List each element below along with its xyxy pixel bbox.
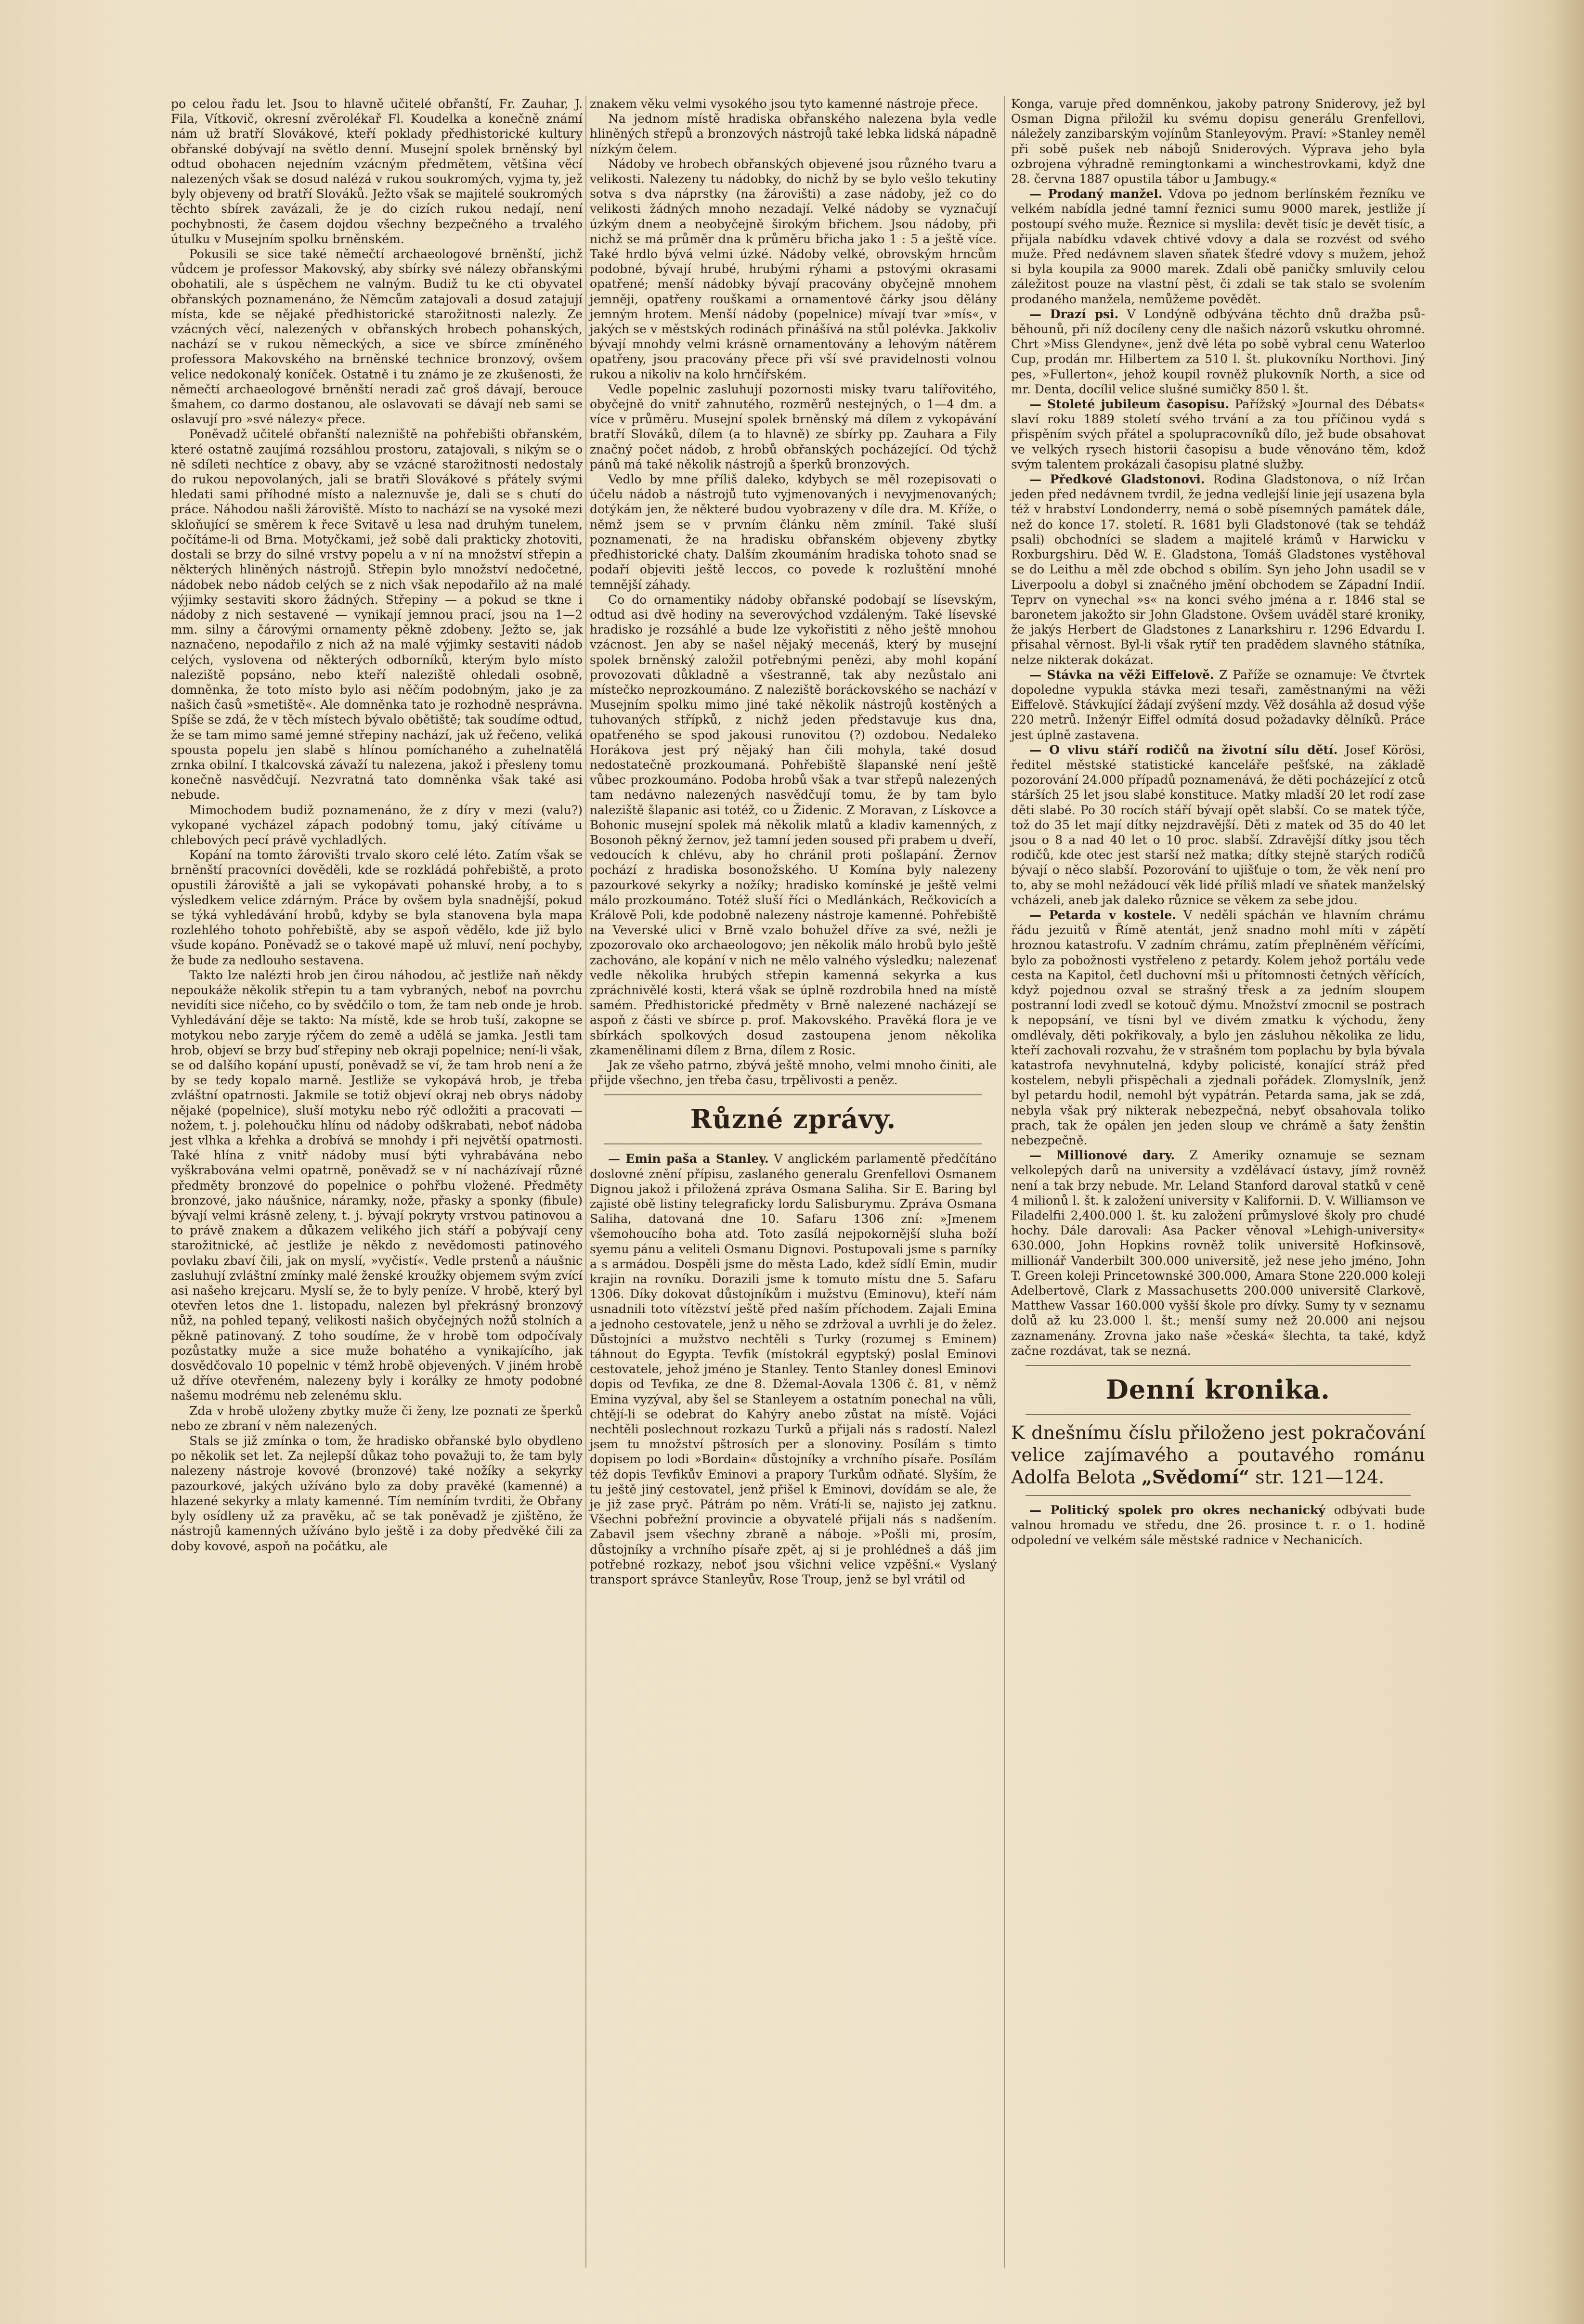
section-title-denni-kronika: Denní kronika. xyxy=(1106,1374,1330,1405)
article-paragraph: znakem věku velmi vysokého jsou tyto kamenné nástroje přece. xyxy=(590,97,978,111)
news-item-head: Emin paša a Stanley. xyxy=(625,1152,769,1166)
news-item xyxy=(1011,307,1425,397)
section-divider xyxy=(604,1094,982,1095)
article-paragraph: Jak ze všeho patrno, zbývá ještě mnoho, velmi mnoho činiti, ale přijde všechno, jen třeba času, trpělivosti a peněz. xyxy=(590,1058,997,1088)
bullet-mark: — xyxy=(1029,1503,1051,1518)
news-item-text: Konga, varuje před domněnkou, jakoby patrony Sniderovy, jež byl Osman Digna přiložil ku svému dopisu generálu Grenfellovi, náležely zanzibarským vojínům Stanleyovým. Praví: »Stanley neměl při sobě pušek neb nábojů Sniderových. Výprava jeho byla ozbrojena výhradně remingtonkami a winchestrovkami, když dne 28. června 1887 opustila tábor u Jambugy.« xyxy=(1011,97,1425,186)
bullet-mark: — xyxy=(1029,187,1048,201)
article-paragraph: Nádoby ve hrobech obřanských objevené jsou různého tvaru a velikosti. Nalezeny tu nádobky, do nichž by se bylo vešlo tekutiny sotva s dva náprstky (na žárovišti) a zase nádoby, jež co do velikosti žádných mnoho nezadají. Velké nádoby se vyznačují úzkým dnem a neobyčejně širokým břichem. Jsou nádoby, při nichž se má průměr dna k průměru břicha jako 1 : 5 a ještě více. Také hrdlo bývá velmi úzké. Nádoby velké, obrovským hrncům podobné, bývají hrubé, hrubými rýhami a pstovými okrasami opatřené; menší nádobky bývají pracovány obyčejně mnohem jemněji, opatřeny rouškami a ornamentové čárky jsou dělány jemným hrotem. Menší nádoby (popelnice) mívají tvar »mís«, v jakých se v městských rodinách přinášívá na stůl polévka. Jakkoliv bývají mnohdy velmi krásně ornamentovány a lehovým nátěrem opatřeny, jsou pracovány přece při vší své pravidelnosti volnou rukou a nikoliv na kolo hrnčířském. xyxy=(590,156,997,381)
news-item-text: Z Paříže se oznamuje: Ve čtvrtek dopoledne vypukla stávka mezi tesaři, zaměstnanými na věži Eiffelově. Stávkující žádají zvýšení mzdy. Věž dosáhla až dosud výše 220 metrů. Inženýr Eiffel odmítá dosud požadavky dělníků. Práce jest úplně zastavena. xyxy=(1011,667,1425,742)
bullet-mark: — xyxy=(1029,667,1047,682)
column-rule-1 xyxy=(585,96,586,2268)
column-rule-2 xyxy=(1004,96,1005,2268)
column-3 xyxy=(1011,96,1425,1548)
news-item-head: Stávka na věži Eiffelově. xyxy=(1047,667,1214,682)
news-item-head: Předkové Gladstonovi. xyxy=(1050,472,1205,487)
news-item xyxy=(1011,1503,1425,1548)
article-paragraph: Vedlo by mne příliš daleko, kdybych se měl rozepisovati o účelu nádob a nástrojů tuto vyjmenovaných i nevyjmenovaných; dotýkám jen, že některé budou vyobrazeny v díle dra. M. Kříže, o němž jsem se v prvním článku něm zmínil. Také sluší poznamenati, že na hradisku obřanském objeveny zbytky předhistorické chaty. Dalším zkoumáním hradiska tohoto snad se podaří objeviti ještě leccos, co povede k rozluštění mnohé temnější záhady. xyxy=(590,472,997,592)
novel-announcement xyxy=(1011,1422,1425,1488)
article-paragraph: Mimochodem budiž poznamenáno, že z díry v mezi (valu?) vykopané vycházel zápach podobný tomu, jaký cítíváme u chlebových pecí právě vychladlých. xyxy=(171,803,583,847)
news-item xyxy=(1011,667,1425,742)
article-paragraph: Poněvadž učitelé obřanští nalezniště na pohřebišti obřanském, které ostatně zaujímá rozsáhlou prostoru, zatajovali, s nikým se o ně sdíleti nechtíce z obavy, aby se vzácné starožitnosti nedostaly do rukou nepovolaných, jali se bratři Slovákové s přátely svými hledati sami příhodné místo a naleznuvše je, dali se s chutí do práce. Náhodou našli žároviště. Místo to nachází se na vysoké mezi skloňující se směrem k řece Svitavě u lesa nad druhým tunelem, počítáme-li od Brna. Motyčkami, jež sobě dali prakticky zhotoviti, dostali se brzy do silné vrstvy popelu a v ní na množství střepin a některých hliněných nástrojů. Střepin bylo množství nedočetné, nádobek nebo nádob celých se z nich však nepodařilo až na malé výjimky sestaviti skoro žádných. Střepiny — a pokud se tkne i nádoby z nich sestavené — vynikají jemnou prací, jsou na 1—2 mm. silny a čárovými ornamenty pěkně zdobeny. Ježto se, jak naznačeno, nepodařilo z nich až na malé výjimky sestaviti nádob celých, vyslovena od některých odborníků, kterým bylo místo naleziště popsáno, nebo kteří naleziště ohledali osobně, domněnka, že toto místo bylo asi něčím podobným, jako je za našich časů »smetiště«. Ale domněnka tato je rozhodně nesprávna. Spíše se zdá, že v těch místech bývalo obětiště; tak soudíme odtud, že se tam mimo samé jemné střepiny nachází, jak už řečeno, veliká spousta popelu jen slabě s hlínou pomíchaného a zuhelnatělá zrnka obilní. I tkalcovská závaží tu nalezena, jakož i přesleny tomu konečně nasvědčují. Nezvratná tato domněnka však také asi nebude. xyxy=(171,427,583,802)
news-item xyxy=(1011,186,1425,307)
announcement-pages: str. 121—124. xyxy=(1255,1467,1385,1488)
news-item-text: V anglickém parlamentě předčítáno doslovné znění přípisu, zaslaného generalu Grenfellovi Osmanem Dignou jakož i přiložená zpráva Osmana Saliha. Sir E. Baring byl zajisté obě listiny telegraficky lordu Salisburymu. Zpráva Osmana Saliha, datovaná dne 10. Safaru 1306 zní: »Jmenem všemohoucího boha atd. Toto zasílá nejpokornější sluha boží syemu pánu a veliteli Osmanu Dignovi. Postupovali jsme s parníky a s armádou. Dospěli jsme do města Lado, kdež sídlí Emin, mudir krajin na rovníku. Dorazili jsme k tomuto místu dne 5. Safaru 1306. Díky dokovat důstojníkům i mužstvu (Eminovu), kteří nám usnadnili toto vítězství ještě před naším příchodem. Zajali Emina a jednoho cestovatele, jenž u něho se zdržoval a uvrhli je do želez. Důstojníci a mužstvo nechtěli s Turky (rozumej s Eminem) táhnout do Egypta. Tevfik (místokrál egyptský) poslal Eminovi cestovatele, jehož jméno je Stanley. Tento Stanley donesl Eminovi dopis od Tevfika, ze dne 8. Džemal-Aovala 1306 č. 81, v němž Emina vyzýval, aby šel se Stanleyem a ostatním ponechal na vůli, chtějí-li se odebrat do Kahýry anebo zůstat na místě. Vojáci nechtěli poslechnout rozkazu Turků a přijali nás s radostí. Nalezl jsem tu množství pštrosích per a slonoviny. Posílám s timto dopisem po lodi »Bordain« důstojníky a vrchního písaře. Posílám též dopis Tevfikův Eminovi a prapory Turkům odňaté. Slyším, že tu ještě jiný cestovatel, jenž přišel k Eminovi, dovídám se ale, že je již zase pryč. Pátrám po něm. Vrátí-li se, najisto jej zatknu. Všechni pobřežní provincie a obyvatelé přijali nás s nadšením. Zabavil jsem všechny zbraně a náboje. »Pošli mi, prosím, důstojníky a vrchního písaře zpět, aj si je prohlédneš a dáš jim potřebné rozkazy, neboť jsou všichni velice vzpěšní.« Vyslaný transport správce Stanleyův, Rose Troup, jenž se byl vrátil od xyxy=(590,1152,997,1587)
news-item xyxy=(1011,397,1425,472)
news-item-head: Petarda v kostele. xyxy=(1049,908,1176,922)
bullet-mark: — xyxy=(1029,1148,1057,1163)
section-divider xyxy=(1026,1495,1411,1496)
news-item-head: Millionové dary. xyxy=(1056,1148,1175,1163)
bullet-mark: — xyxy=(1029,742,1050,757)
section-divider xyxy=(1026,1414,1411,1415)
article-paragraph: Co do ornamentiky nádoby obřanské podobají se lísevským, odtud asi dvě hodiny na severovýchod vzdáleným. Také lísevské hradisko je rozsáhlé a bude lze vykořistiti z něho ještě mnohou vzácnost. Jen aby se našel nějaký mecenáš, který by musejní spolek brněnský založil potřebnými penězi, aby mohl kopání provozovati důkladně a všestranně, tak aby nezůstalo ani místečko neprozkoumáno. Z naleziště boráckovského se nachází v Musejním spolku mimo jiné také několik nástrojů kostěných a tuhovaných střípků, z nichž jeden představuje kus dna, opatřeného se spod jakousi runovitou (?) ozdobou. Nedaleko Horákova jest prý nějaký han čili mohyla, také dosud nedostatečně prozkoumaná. Pohřebiště šlapanské není ještě vůbec prozkoumáno. Podoba hrobů však a tvar střepů nalezených tam nedávno nalezených nasvědčují tomu, že by tam bylo naleziště šlapanic asi totéž, co u Židenic. Z Moravan, z Lískovce a Bohonic musejní spolek má několik mlatů a kladiv kamenných, z Bosonoh pěkný žernov, jež tamní jeden soused při prabem u dveří, vedoucích k chlévu, aby ho chránil proti pošlapání. Žernov pochází z hradiska bosonožského. U Komína byly nalezeny pazourkové sekyrky a nožíky; hradisko komínské je ještě velmi málo prozkoumáno. Totéž sluší říci o Medlánkách, Rečkovicích a Králově Poli, kde podobně nalezeny nástroje kamenné. Pohřebiště na Veverské ulici v Brně vzalo bohužel dříve za své, nežli je zpozorovalo oko archaeologovo; jen několik málo hrobů bylo ještě zachováno, ale kopání v nich ne mělo valného výsledku; nalezenať vedle několika hrubých střepin kamenná sekyrka a kus zpráchnivělé kosti, která však se úplně rozdrobila hned na místě samém. Předhistorické předměty v Brně nalezené nacházejí se aspoň z části ve sbírce p. prof. Makovského. Pravěká flora je ve sbírkách spolkových dosud zastoupena jenom několika zkamenělinami dílem z Brna, dílem z Rosic. xyxy=(590,592,997,1057)
news-item xyxy=(1011,472,1425,667)
bullet-mark: — xyxy=(1029,307,1050,321)
column-1 xyxy=(171,96,583,1554)
article-paragraph: Zda v hrobě uloženy zbytky muže či ženy, lze poznati ze šperků nebo ze zbraní v něm nalezených. xyxy=(171,1403,583,1433)
bullet-mark: — xyxy=(1029,397,1048,412)
section-divider xyxy=(1026,1365,1411,1366)
announcement-novel-title: „Svědomí“ xyxy=(1142,1466,1250,1488)
news-item-text: odbývati bude valnou hromadu ve středu, dne 26. prosince t. r. o 1. hodině odpolední ve velkém sále městské radnice v Nechanicích. xyxy=(1011,1503,1425,1547)
bullet-mark: — xyxy=(1029,472,1050,487)
news-item-text: Pařížský »Journal des Débats« slaví roku 1889 století svého trvání a za tou příčinou vydá s přispěním svých přátel a spolupracovníků dílo, jež bude obsahovat ve velkých rysech historii časopisu a bude věnováno těm, kdož svým talentem prokázali časopisu platné služby. xyxy=(1011,397,1425,471)
bullet-mark: — xyxy=(1029,908,1049,922)
bullet-mark: — xyxy=(608,1152,626,1166)
news-item xyxy=(590,1151,997,1587)
news-item-head: Stoleté jubileum časopisu. xyxy=(1047,397,1230,412)
article-paragraph: Vedle popelnic zasluhují pozornosti misky tvaru talířovitého, obyčejně do vnitř zahnutého, rozměrů nestejných, o 1—4 dm. a více v průměru. Musejní spolek brněnský má dílem z vykopávání bratří Slováků, dílem (a to hlavně) ze sbírky pp. Zauhara a Fily značný počet nádob, z hrobů obřanských pocházející. Od týchž pánů má také několik nástrojů a šperků bronzových. xyxy=(590,382,997,471)
section-title-ruzne-zpravy: Různé zprávy. xyxy=(690,1104,896,1135)
news-item-text: Z Ameriky oznamuje se seznam velkolepých darů na university a vzdělávací ústavy, jímž rovněž není a tak brzy nebude. Mr. Leland Stanford daroval statků v ceně 4 milionů l. št. k založení university v Kalifornii. D. V. Williamson ve Filadelfii 2,400.000 l. št. ku založení průmyslové školy pro chudé hochy. Dále darovali: Asa Packer věnoval »Lehigh-university« 630.000, John Hopkins rovněž tolik universitě Hofkinsově, millionář Vanderbilt 300.000 universitě, jež nese jeho jméno, John T. Green koleji Princetownské 300.000, Amara Stone 220.000 koleji Adelbertově, Clark z Massachusetts 200.000 universitě Clarkově, Matthew Vassar 160.000 vyšší škole pro dívky. Sumy ty v seznamu dolů až ku 23.000 l. št.; menší sumy než 20.000 ani nejsou zaznamenány. Zrovna jako naše »česká« šlechta, ta také, když začne rozdávat, tak se nezná. xyxy=(1011,1148,1425,1358)
article-paragraph: Takto lze nalézti hrob jen čirou náhodou, ač jestliže naň někdy nepoukáže několik střepin tu a tam vybraných, neboť na povrchu nevidíti sice ničeho, co by svědčilo o tom, že tam neb onde je hrob. Vyhledávání děje se takto: Na místě, kde se hrob tuší, zakopne se motykou nebo zaryje rýčem do země a udělá se jamka. Jestli tam hrob, objeví se brzy buď střepiny neb okraji popelnice; není-li však, se od dalšího kopání upustí, poněvadž se ví, že tam hrob není a že by se tedy kopalo marně. Jestliže se vykopává hrob, je třeba zvláštní opatrnosti. Jakmile se totiž objeví okraj neb obrys nádoby nějaké (popelnice), sluší motyku nebo rýč odložiti a pracovati — nožem, t. j. polehoučku hlínu od nádoby odškrabati, neboť nádoba jest vlhka a křehka a drobívá se mnohdy i při největší opatrnosti. Také hlína z vnitř nádoby musí býti vyhrabávána nebo vyškrabována velmi opatrně, poněvadž se v ní nacházívají různé předměty bronzové do popelnice o pohřbu vložené. Předměty bronzové, jako náušnice, náramky, nože, přasky a sponky (fibule) bývají velmi krásně zeleny, t. j. bývají pokryty vrstvou patinovou a to právě znakem a důkazem velikého jich stáří a pobývají ceny starožitnické, ač jestliže je někdo z nevědomosti patinového povlaku zbaví čili, jak on myslí, »vyčistí«. Vedle prstenů a náušnic zasluhují zvláštní zmínky malé ženské kroužky objemem svým zvící asi našeho krejcaru. Myslí se, že to byly peníze. V hrobě, který byl otevřen letos dne 1. listopadu, nalezen byl překrásný bronzový nůž, na pohled tepaný, velikosti našich obyčejných nožů stolních a pěkně patinovaný. Z toho soudíme, že v hrobě tom odpočívaly pozůstatky muže a sice muže bohatého a vynikajícího, jak dosvědčovalo 10 popelnic v témž hrobě objevených. V jiném hrobě už dříve otevřeném, nalezeny byly i korálky ze hmoty podobné našemu modrému neb zelenému sklu. xyxy=(171,968,583,1403)
article-paragraph: po celou řadu let. Jsou to hlavně učitelé obřanští, Fr. Zauhar, J. Fila, Vítkovič, okresní zvěrolékař Fl. Koudelka a konečně známí nám už bratří Slovákové, kteří poklady předhistorické kultury obřanské dobývají na světlo denní. Musejní spolek brněnský byl odtud obohacen nejedním vzácným předmětem, většina věcí nalezených však se dosud nalézá v rukou soukromých, vyjma ty, jež byly objeveny od bratří Slováků. Ježto však se majitelé soukromých těchto sbírek zavázali, že je do cizích rukou nedají, není pochybnosti, že časem dojdou všechny bezpečného a trvalého útulku v Musejním spolku brněnském. xyxy=(171,97,583,246)
news-item-head: Drazí psi. xyxy=(1050,307,1119,321)
announcement-text: K dnešnímu číslu přiloženo jest pokračování velice zajímavého a poutavého románu Adolfa Belota xyxy=(1011,1422,1425,1488)
article-paragraph: Na jednom místě hradiska obřanského nalezena byla vedle hliněných střepů a bronzových nástrojů také lebka lidská nápadně nízkým čelem. xyxy=(590,112,997,156)
article-paragraph: Stals se již zmínka o tom, že hradisko obřanské bylo obydleno po několik set let. Za nejlepší důkaz toho považuji to, že tam byly nalezeny nástroje kovové (bronzové) také nožíky a sekyrky pazourkové, jakých užíváno bylo za doby pravěké (kamenné) a hlazené sekyrky a mlaty kamenné. Tím nemíním tvrditi, že Obřany byly osídleny už za pravěku, ač se tak poněvadž je zjištěno, že nástrojů kamenných užíváno bylo ještě i za doby předvěké čili za doby kovové, aspoň na počátku, ale xyxy=(171,1434,583,1553)
section-divider xyxy=(604,1143,982,1144)
article-paragraph: Pokusili se sice také němečtí archaeologové brněnští, jichž vůdcem je professor Makovský, aby sbírky své nálezy obřanskými obohatili, ale s úspěchem ne valným. Budiž tu ke cti obyvatel obřanských poznamenáno, že Němcům zatajovali a dosud zatajují místa, kde se nějaké předhistorické starožitnosti nalezly. Ze vzácných věcí, nalezených v obřanských hrobech pohanských, nachází se v rukou německých, a sice ve sbírce zmíněného professora Makovského na brněnské technice bronzový, ovšem velice nedokonalý koníček. Ostatně i tu známo je ze zkušenosti, že němečtí archaeologové brněnští neradi zač groš dávají, berouce šmahem, co darmo dostanou, ale oslavovati se dávají neb sami se oslavují pro »své nálezy« přece. xyxy=(171,247,583,427)
news-item-text: V Londýně odbývána těchto dnů dražba psů-běhounů, při níž docíleny ceny dle našich názorů vskutku ohromné. Chrt »Miss Glendyne«, jenž dvě léta po sobě vybral cenu Waterloo Cup, prodán mr. Hilbertem za 510 l. št. plukovníku Northovi. Jiný pes, »Fullerton«, jehož koupil rovněž plukovník North, a sice od mr. Denta, docílil velice slušné sumičky 850 l. št. xyxy=(1011,307,1425,396)
news-item xyxy=(1011,742,1425,908)
page-edge-shadow xyxy=(1550,0,1584,2324)
news-item-text: Vdova po jednom berlínském řezníku ve velkém nabídla jedné tamní řeznici sumu 9000 marek, jestliže jí postoupí svého muže. Řeznice si myslila: devět tisíc je devět tisíc, a přijala nabídku vdavek chtivé vdovy a dala se rozvést od svého muže. Před nedávnem slaven sňatek šťedré vdovy s mužem, jehož si byla koupila za 9000 marek. Zdali obě paničky smluvily celou záležitost pouze na vlastní pěst, či zdali se tak stalo se svolením prodaného manžela, nemůžeme povědět. xyxy=(1011,187,1425,306)
news-item-text: Josef Körösi, ředitel městské statistické kanceláře pešťské, na základě pozorování 24.000 případů poznamenává, že děti pocházející z otců stárších 25 let jsou slabé konstituce. Matky mladší 20 let rodí zase děti slabé. Po 30 rocích stáří bývají opět slabší. Co se matek týče, tož do 35 let mají dítky nejzdravější. Děti z matek od 35 do 40 let jsou o 8 a nad 40 let o 10 proc. slabší. Zdravější dítky jsou těch rodičů, kde otec jest starší než matka; dítky stejně starých rodičů bývají o něco slabší. Pozorování to ujišťuje o tom, že věk není pro to, aby se mohl nežádoucí věk lidé příliš mladí ve sňatek manželský vcházeli, aneb jak daleko různice se věkem za sebe jdou. xyxy=(1011,742,1426,907)
news-item-head: Politický spolek pro okres nechanický xyxy=(1050,1503,1325,1518)
article-paragraph: Kopání na tomto žárovišti trvalo skoro celé léto. Zatím však se brněnští pracovníci dověděli, kde se rozkládá pohřebiště, a proto opustili žároviště a jali se vykopávati pohanské hroby, a to s výsledkem velice zdárným. Práce by ovšem byla snadnější, pokud se týká vyhledávání hrobů, kdyby se byla stanovena byla mapa rozlehlého tohoto pohřebiště, aby se aspoň vědělo, kde již bylo všude kopáno. Poněvadž se o takové mapě už mluví, není pochyby, že bude za nedlouho sestavena. xyxy=(171,848,583,967)
news-item-head: Prodaný manžel. xyxy=(1048,187,1163,201)
news-item xyxy=(1011,908,1425,1148)
news-item-head: O vlivu stáří rodičů na životní sílu dětí. xyxy=(1049,742,1338,757)
column-2 xyxy=(590,96,997,1587)
news-item-text: V neděli spáchán ve hlavním chrámu řádu jezuitů v Římě atentát, jenž snadno mohl míti v zápětí hroznou katastrofu. V zadním chrámu, zatím přeplněném věřícími, bylo za pobožnosti vystřeleno z petardy. Kolem jehož portálu vede cesta na Kapitol, četl duchovní mši u přítomnosti četných věřících, když pojednou ozval se strašný třesk a za jedním sloupem postranní lodi zvedl se kotouč dýmu. Množství zmocnil se postrach k nepopsání, ve tísni byl ve divém zmatku k východu, ženy omdlévaly, děti pokřikovaly, a bylo jen zásluhou několika ze lidu, kteří zachovali rozvahu, že v strašném tom poplachu by byla bývala katastrofa nevyhnutelná, kdyby policisté, konající stráž před kostelem, nebyli přispěchali a zjednali pořádek. Zlomyslník, jenž byl petardu hodil, nemohl být vypátrán. Petarda sama, jak se zdá, nebyla však prý nikterak nebezpečná, nebyť obsahovala toliko prach, tak že opálen jen jeden sloup ve chrámě a šaty ženštin nebezpečně. xyxy=(1011,908,1425,1148)
news-item-text: Rodina Gladstonova, o níž Irčan jeden před nedávnem tvrdil, že jedna vedlejší linie její usazena byla též v hrabství Londonderry, nemá o sobě písemných památek dále, než do konce 17. století. R. 1681 byli Gladstonové (tak se tehdáž psali) obchodníci se sladem a majitelé krámů v Harwicku v Roxburgshiru. Děd W. E. Gladstona, Tomáš Gladstones vystěhoval se do Leithu a měl zde obchod s obilím. Syn jeho John usadil se v Liverpoolu a dobyl si značného jmění obchodem se Západní Indií. Teprv on vynechal »s« na konci svého jména a r. 1846 stal se baronetem jakožto sir John Gladstone. Ovšem uváděl staré kroniky, že jakýs Herbert de Gladstones z Lanarkshiru r. 1296 Edvardu I. přisahal věrnost. Byl-li však rytíř ten pradědem slavného státníka, nelze nikterak dokázat. xyxy=(1011,472,1426,667)
news-item xyxy=(1011,1148,1425,1358)
